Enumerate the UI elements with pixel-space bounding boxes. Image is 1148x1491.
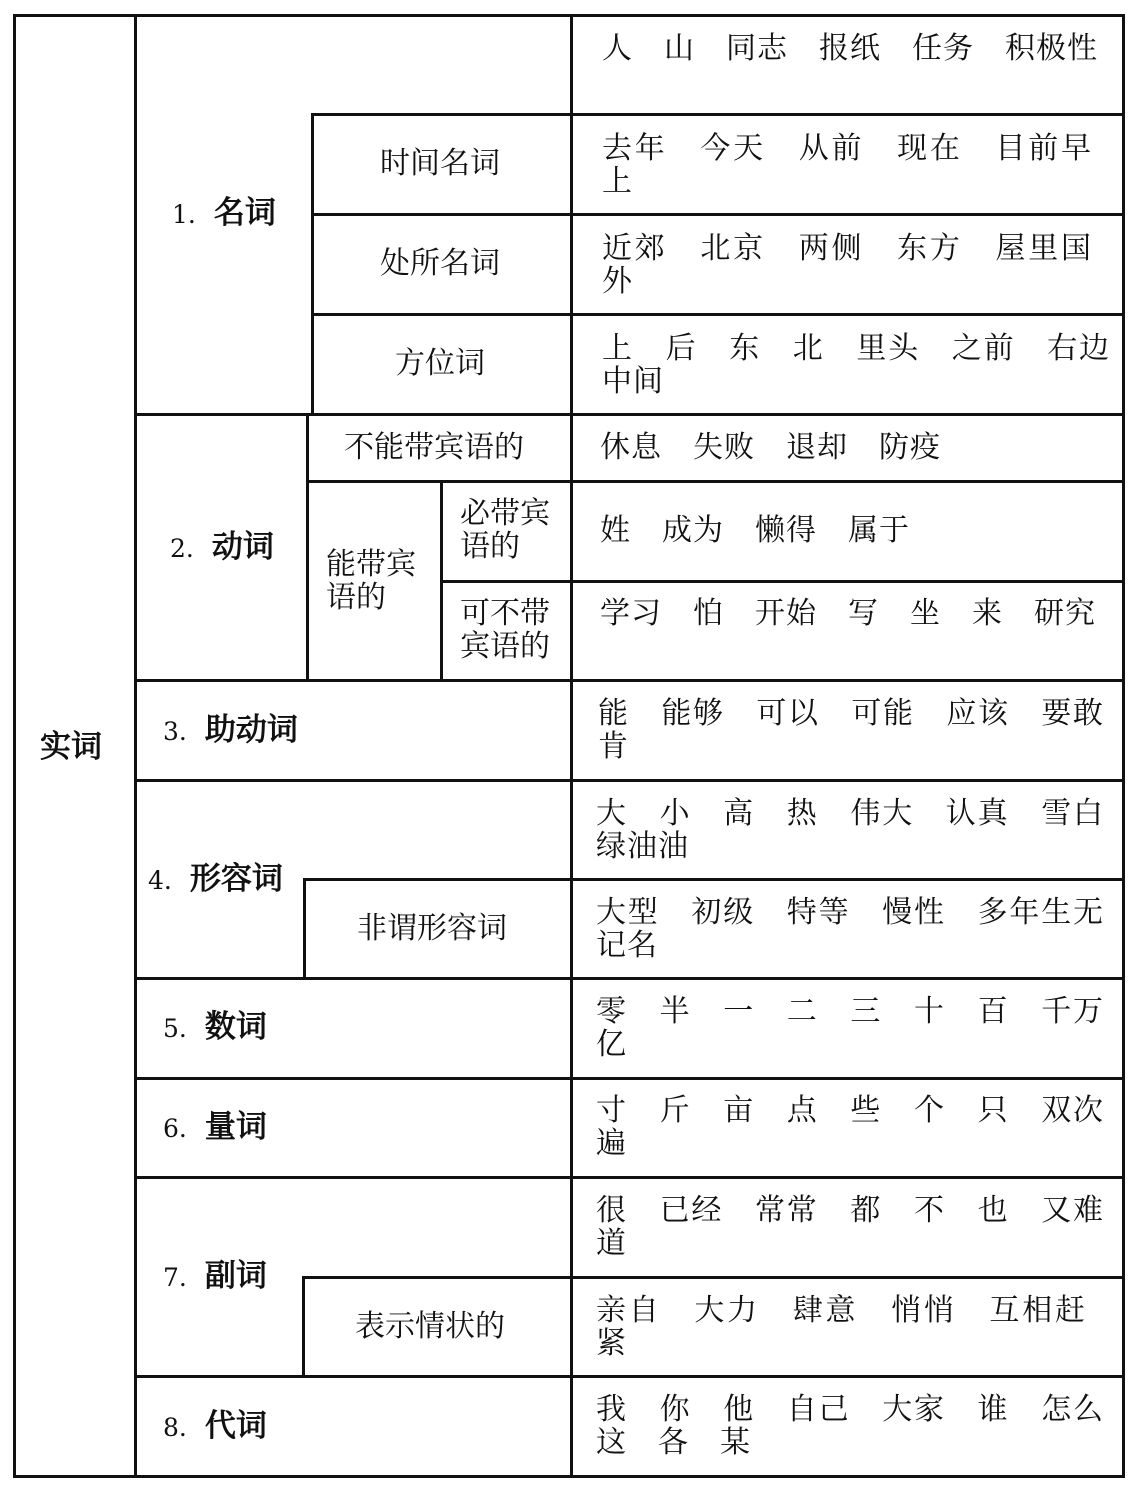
examples-cell: 学习 怕 开始 写 坐 来 研究 bbox=[600, 596, 1096, 631]
divider-row bbox=[311, 113, 1125, 116]
subtype-label: 时间名词 bbox=[380, 146, 500, 181]
category-label-adjective: 4. 形容词 bbox=[148, 861, 283, 897]
divider-row bbox=[134, 413, 1125, 416]
examples-cell: 亲自 大力 肆意 悄悄 互相赶紧 bbox=[596, 1293, 1086, 1361]
category-label-measure-word: 6. 量词 bbox=[163, 1109, 267, 1145]
divider-example-column bbox=[570, 14, 573, 1478]
divider-row bbox=[134, 679, 1125, 682]
divider-row bbox=[311, 313, 1125, 316]
top-category-label: 实词 bbox=[40, 729, 102, 765]
subtype-label: 可不带宾语的 bbox=[460, 596, 550, 664]
examples-cell: 休息 失败 退却 防疫 bbox=[600, 430, 941, 465]
divider-row bbox=[311, 213, 1125, 216]
category-label-auxiliary-verb: 3. 助动词 bbox=[163, 712, 298, 748]
category-label-verb: 2. 动词 bbox=[170, 529, 274, 565]
category-label-numeral: 5. 数词 bbox=[163, 1009, 267, 1045]
subtype-label: 方位词 bbox=[395, 346, 485, 381]
examples-cell: 去年 今天 从前 现在 目前早上 bbox=[602, 131, 1092, 199]
divider-row bbox=[134, 1176, 1125, 1179]
examples-cell: 近郊 北京 两侧 东方 屋里国外 bbox=[602, 231, 1092, 299]
subtype-label: 处所名词 bbox=[380, 246, 500, 281]
divider-row bbox=[134, 1375, 1125, 1378]
subtype-label: 必带宾语的 bbox=[460, 496, 550, 564]
examples-cell: 大 小 高 热 伟大 认真 雪白 绿油油 bbox=[596, 796, 1135, 864]
divider-subcolumn bbox=[303, 878, 306, 977]
category-label-adverb: 7. 副词 bbox=[163, 1258, 267, 1294]
divider-row bbox=[440, 580, 1125, 583]
divider-category-column bbox=[134, 14, 137, 1478]
divider-subcolumn bbox=[302, 1276, 305, 1375]
divider-row bbox=[303, 1276, 1125, 1279]
subtype-label: 非谓形容词 bbox=[357, 911, 507, 946]
divider-row bbox=[134, 977, 1125, 980]
examples-cell: 大型 初级 特等 慢性 多年生无记名 bbox=[596, 895, 1104, 963]
examples-cell: 很 已经 常常 都 不 也 又难道 bbox=[596, 1193, 1104, 1261]
examples-cell: 我 你 他 自己 大家 谁 怎么 这 各 某 bbox=[596, 1392, 1135, 1460]
examples-cell: 能 能够 可以 可能 应该 要敢 肯 bbox=[598, 696, 1135, 764]
divider-row bbox=[134, 779, 1125, 782]
examples-cell: 姓 成为 懒得 属于 bbox=[600, 513, 910, 548]
examples-cell: 上 后 东 北 里头 之前 右边 中间 bbox=[602, 331, 1141, 399]
divider-subcolumn bbox=[306, 413, 309, 679]
category-label-noun: 1. 名词 bbox=[172, 195, 276, 231]
category-label-pronoun: 8. 代词 bbox=[163, 1408, 267, 1444]
divider-row bbox=[305, 878, 1125, 881]
examples-cell: 人 山 同志 报纸 任务 积极性 bbox=[602, 31, 1098, 66]
divider-row bbox=[309, 480, 1125, 483]
subtype-group-label: 能带宾语的 bbox=[326, 547, 416, 615]
divider-subcolumn bbox=[311, 113, 314, 413]
examples-cell: 零 半 一 二 三 十 百 千万 亿 bbox=[596, 994, 1135, 1062]
subtype-label: 表示情状的 bbox=[355, 1309, 505, 1344]
divider-row bbox=[134, 1077, 1125, 1080]
examples-cell: 寸 斤 亩 点 些 个 只 双次 遍 bbox=[596, 1093, 1135, 1161]
subtype-label: 不能带宾语的 bbox=[344, 430, 524, 465]
divider-subcolumn bbox=[440, 480, 443, 679]
